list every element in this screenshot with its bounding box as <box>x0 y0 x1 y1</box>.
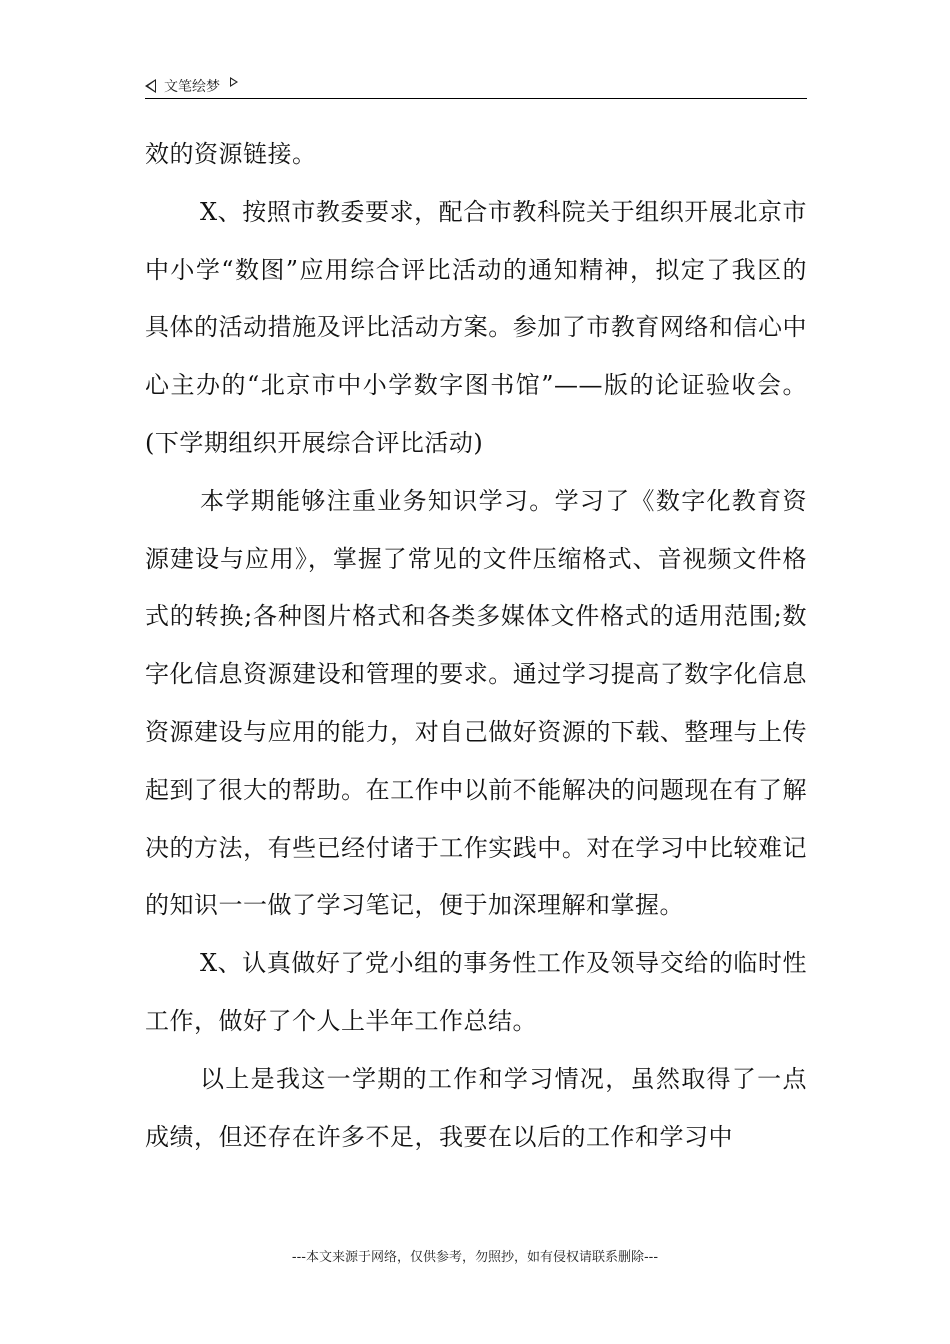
triangle-left-icon <box>145 79 156 93</box>
header-title: 文笔绘梦 <box>164 79 220 95</box>
paragraph: 以上是我这一学期的工作和学习情况，虽然取得了一点成绩，但还存在许多不足，我要在以后的工作和学习中 <box>145 1064 807 1151</box>
paragraph: X、按照市教委要求，配合市教科院关于组织开展北京市中小学“数图”应用综合评比活动的通知精神，拟定了我区的具体的活动措施及评比活动方案。参加了市教育网络和信心中心主办的“北京市中小学数字图书馆”——版的论证验收会。(下学期组织开展综合评比活动) <box>145 197 807 457</box>
header-divider <box>145 98 807 99</box>
paragraph: 效的资源链接。 <box>145 140 317 168</box>
document-body <box>145 126 807 1166</box>
page-header <box>145 74 807 98</box>
paragraph: X、认真做好了党小组的事务性工作及领导交给的临时性工作，做好了个人上半年工作总结。 <box>145 949 807 1035</box>
page-footer: ---本文来源于网络，仅供参考，勿照抄，如有侵权请联系删除--- <box>291 1250 659 1265</box>
triangle-right-icon <box>230 77 238 87</box>
paragraph: 本学期能够注重业务知识学习。学习了《数字化教育资源建设与应用》，掌握了常见的文件压缩格式、音视频文件格式的转换;各种图片格式和各类多媒体文件格式的适用范围;数字化信息资源建设和管理的要求。通过学习提高了数字化信息资源建设与应用的能力，对自己做好资源的下载、整理与上传起到了很大的帮助。在工作中以前不能解决的问题现在有了解决的方法，有些已经付诸于工作实践中。对在学习中比较难记的知识一一做了学习笔记，便于加深理解和掌握。 <box>145 486 807 920</box>
